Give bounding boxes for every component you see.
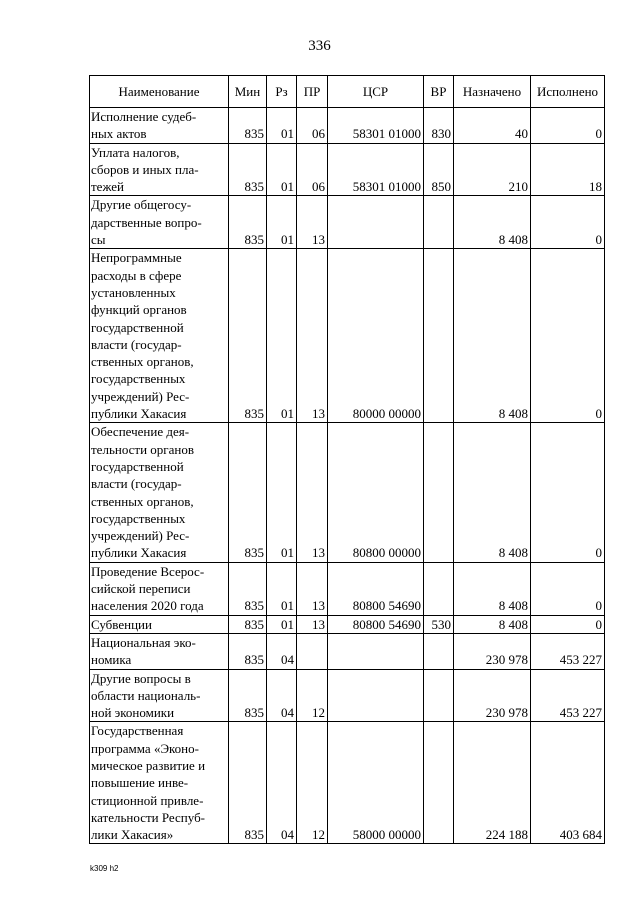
cell-pr bbox=[297, 633, 328, 669]
cell-name: Уплата налогов, сборов и иных пла- тежей bbox=[90, 143, 229, 196]
cell-min: 835 bbox=[229, 108, 267, 144]
header-csr: ЦСР bbox=[328, 76, 424, 108]
cell-executed: 0 bbox=[531, 615, 605, 633]
header-vr: ВР bbox=[424, 76, 454, 108]
cell-name: Другие вопросы в области националь- ной экономики bbox=[90, 669, 229, 722]
cell-executed: 0 bbox=[531, 562, 605, 615]
header-min: Мин bbox=[229, 76, 267, 108]
cell-csr bbox=[328, 669, 424, 722]
cell-executed: 403 684 bbox=[531, 722, 605, 844]
cell-rz: 01 bbox=[267, 196, 297, 249]
table-row bbox=[90, 423, 605, 562]
cell-name: Национальная эко- номика bbox=[90, 633, 229, 669]
header-rz: Рз bbox=[267, 76, 297, 108]
cell-executed: 0 bbox=[531, 196, 605, 249]
cell-pr: 13 bbox=[297, 615, 328, 633]
footer-code: k309 h2 bbox=[90, 864, 119, 873]
cell-vr bbox=[424, 196, 454, 249]
cell-name: Проведение Всерос- сийской переписи населения 2020 года bbox=[90, 562, 229, 615]
cell-pr: 06 bbox=[297, 108, 328, 144]
cell-vr bbox=[424, 562, 454, 615]
table-body bbox=[90, 108, 605, 844]
page-number: 336 bbox=[308, 38, 331, 54]
cell-executed: 0 bbox=[531, 423, 605, 562]
cell-csr bbox=[328, 633, 424, 669]
cell-min: 835 bbox=[229, 562, 267, 615]
cell-pr: 13 bbox=[297, 423, 328, 562]
budget-table bbox=[89, 75, 605, 844]
cell-csr: 80800 54690 bbox=[328, 562, 424, 615]
cell-executed: 0 bbox=[531, 249, 605, 423]
table-row bbox=[90, 249, 605, 423]
cell-rz: 01 bbox=[267, 615, 297, 633]
cell-name: Субвенции bbox=[90, 615, 229, 633]
cell-pr: 12 bbox=[297, 722, 328, 844]
cell-rz: 01 bbox=[267, 249, 297, 423]
cell-executed: 18 bbox=[531, 143, 605, 196]
cell-csr: 80000 00000 bbox=[328, 249, 424, 423]
cell-pr: 13 bbox=[297, 562, 328, 615]
cell-rz: 04 bbox=[267, 669, 297, 722]
cell-csr: 58301 01000 bbox=[328, 108, 424, 144]
cell-name: Другие общегосу- дарственные вопро- сы bbox=[90, 196, 229, 249]
cell-min: 835 bbox=[229, 249, 267, 423]
cell-assigned: 230 978 bbox=[454, 669, 531, 722]
cell-vr bbox=[424, 669, 454, 722]
cell-assigned: 8 408 bbox=[454, 249, 531, 423]
table-header-row bbox=[90, 76, 605, 108]
table-row bbox=[90, 615, 605, 633]
table-row bbox=[90, 669, 605, 722]
cell-rz: 01 bbox=[267, 423, 297, 562]
cell-vr bbox=[424, 633, 454, 669]
cell-assigned: 224 188 bbox=[454, 722, 531, 844]
cell-name: Обеспечение дея- тельности органов государственной власти (государ- ственных органов, государственных учреждений) Рес- публики Хакасия bbox=[90, 423, 229, 562]
cell-csr: 80800 00000 bbox=[328, 423, 424, 562]
cell-assigned: 8 408 bbox=[454, 562, 531, 615]
cell-executed: 0 bbox=[531, 108, 605, 144]
cell-executed: 453 227 bbox=[531, 669, 605, 722]
cell-assigned: 8 408 bbox=[454, 196, 531, 249]
cell-pr: 13 bbox=[297, 249, 328, 423]
cell-assigned: 210 bbox=[454, 143, 531, 196]
table-row bbox=[90, 562, 605, 615]
cell-min: 835 bbox=[229, 423, 267, 562]
cell-rz: 04 bbox=[267, 722, 297, 844]
table-row bbox=[90, 143, 605, 196]
cell-assigned: 230 978 bbox=[454, 633, 531, 669]
cell-vr: 830 bbox=[424, 108, 454, 144]
cell-vr bbox=[424, 722, 454, 844]
cell-csr: 58301 01000 bbox=[328, 143, 424, 196]
cell-rz: 01 bbox=[267, 143, 297, 196]
cell-min: 835 bbox=[229, 196, 267, 249]
cell-min: 835 bbox=[229, 633, 267, 669]
cell-pr: 12 bbox=[297, 669, 328, 722]
cell-min: 835 bbox=[229, 615, 267, 633]
cell-vr bbox=[424, 249, 454, 423]
cell-vr bbox=[424, 423, 454, 562]
cell-min: 835 bbox=[229, 669, 267, 722]
cell-pr: 06 bbox=[297, 143, 328, 196]
cell-assigned: 40 bbox=[454, 108, 531, 144]
cell-csr bbox=[328, 196, 424, 249]
header-assigned: Назначено bbox=[454, 76, 531, 108]
cell-assigned: 8 408 bbox=[454, 615, 531, 633]
cell-csr: 80800 54690 bbox=[328, 615, 424, 633]
table-row bbox=[90, 722, 605, 844]
cell-rz: 01 bbox=[267, 562, 297, 615]
cell-csr: 58000 00000 bbox=[328, 722, 424, 844]
cell-vr: 530 bbox=[424, 615, 454, 633]
cell-executed: 453 227 bbox=[531, 633, 605, 669]
cell-name: Непрограммные расходы в сфере установленных функций органов государственной власти (государ- ственных органов, государственных учреждений) Рес- публики Хакасия bbox=[90, 249, 229, 423]
cell-rz: 04 bbox=[267, 633, 297, 669]
cell-min: 835 bbox=[229, 722, 267, 844]
table-row bbox=[90, 633, 605, 669]
cell-name: Исполнение судеб- ных актов bbox=[90, 108, 229, 144]
cell-name: Государственная программа «Эконо- мическое развитие и повышение инве- стиционной привле- кательности Респуб- лики Хакасия» bbox=[90, 722, 229, 844]
header-executed: Исполнено bbox=[531, 76, 605, 108]
header-name: Наименование bbox=[90, 76, 229, 108]
cell-min: 835 bbox=[229, 143, 267, 196]
cell-pr: 13 bbox=[297, 196, 328, 249]
cell-rz: 01 bbox=[267, 108, 297, 144]
table-row bbox=[90, 196, 605, 249]
table-row bbox=[90, 108, 605, 144]
cell-assigned: 8 408 bbox=[454, 423, 531, 562]
cell-vr: 850 bbox=[424, 143, 454, 196]
header-pr: ПР bbox=[297, 76, 328, 108]
